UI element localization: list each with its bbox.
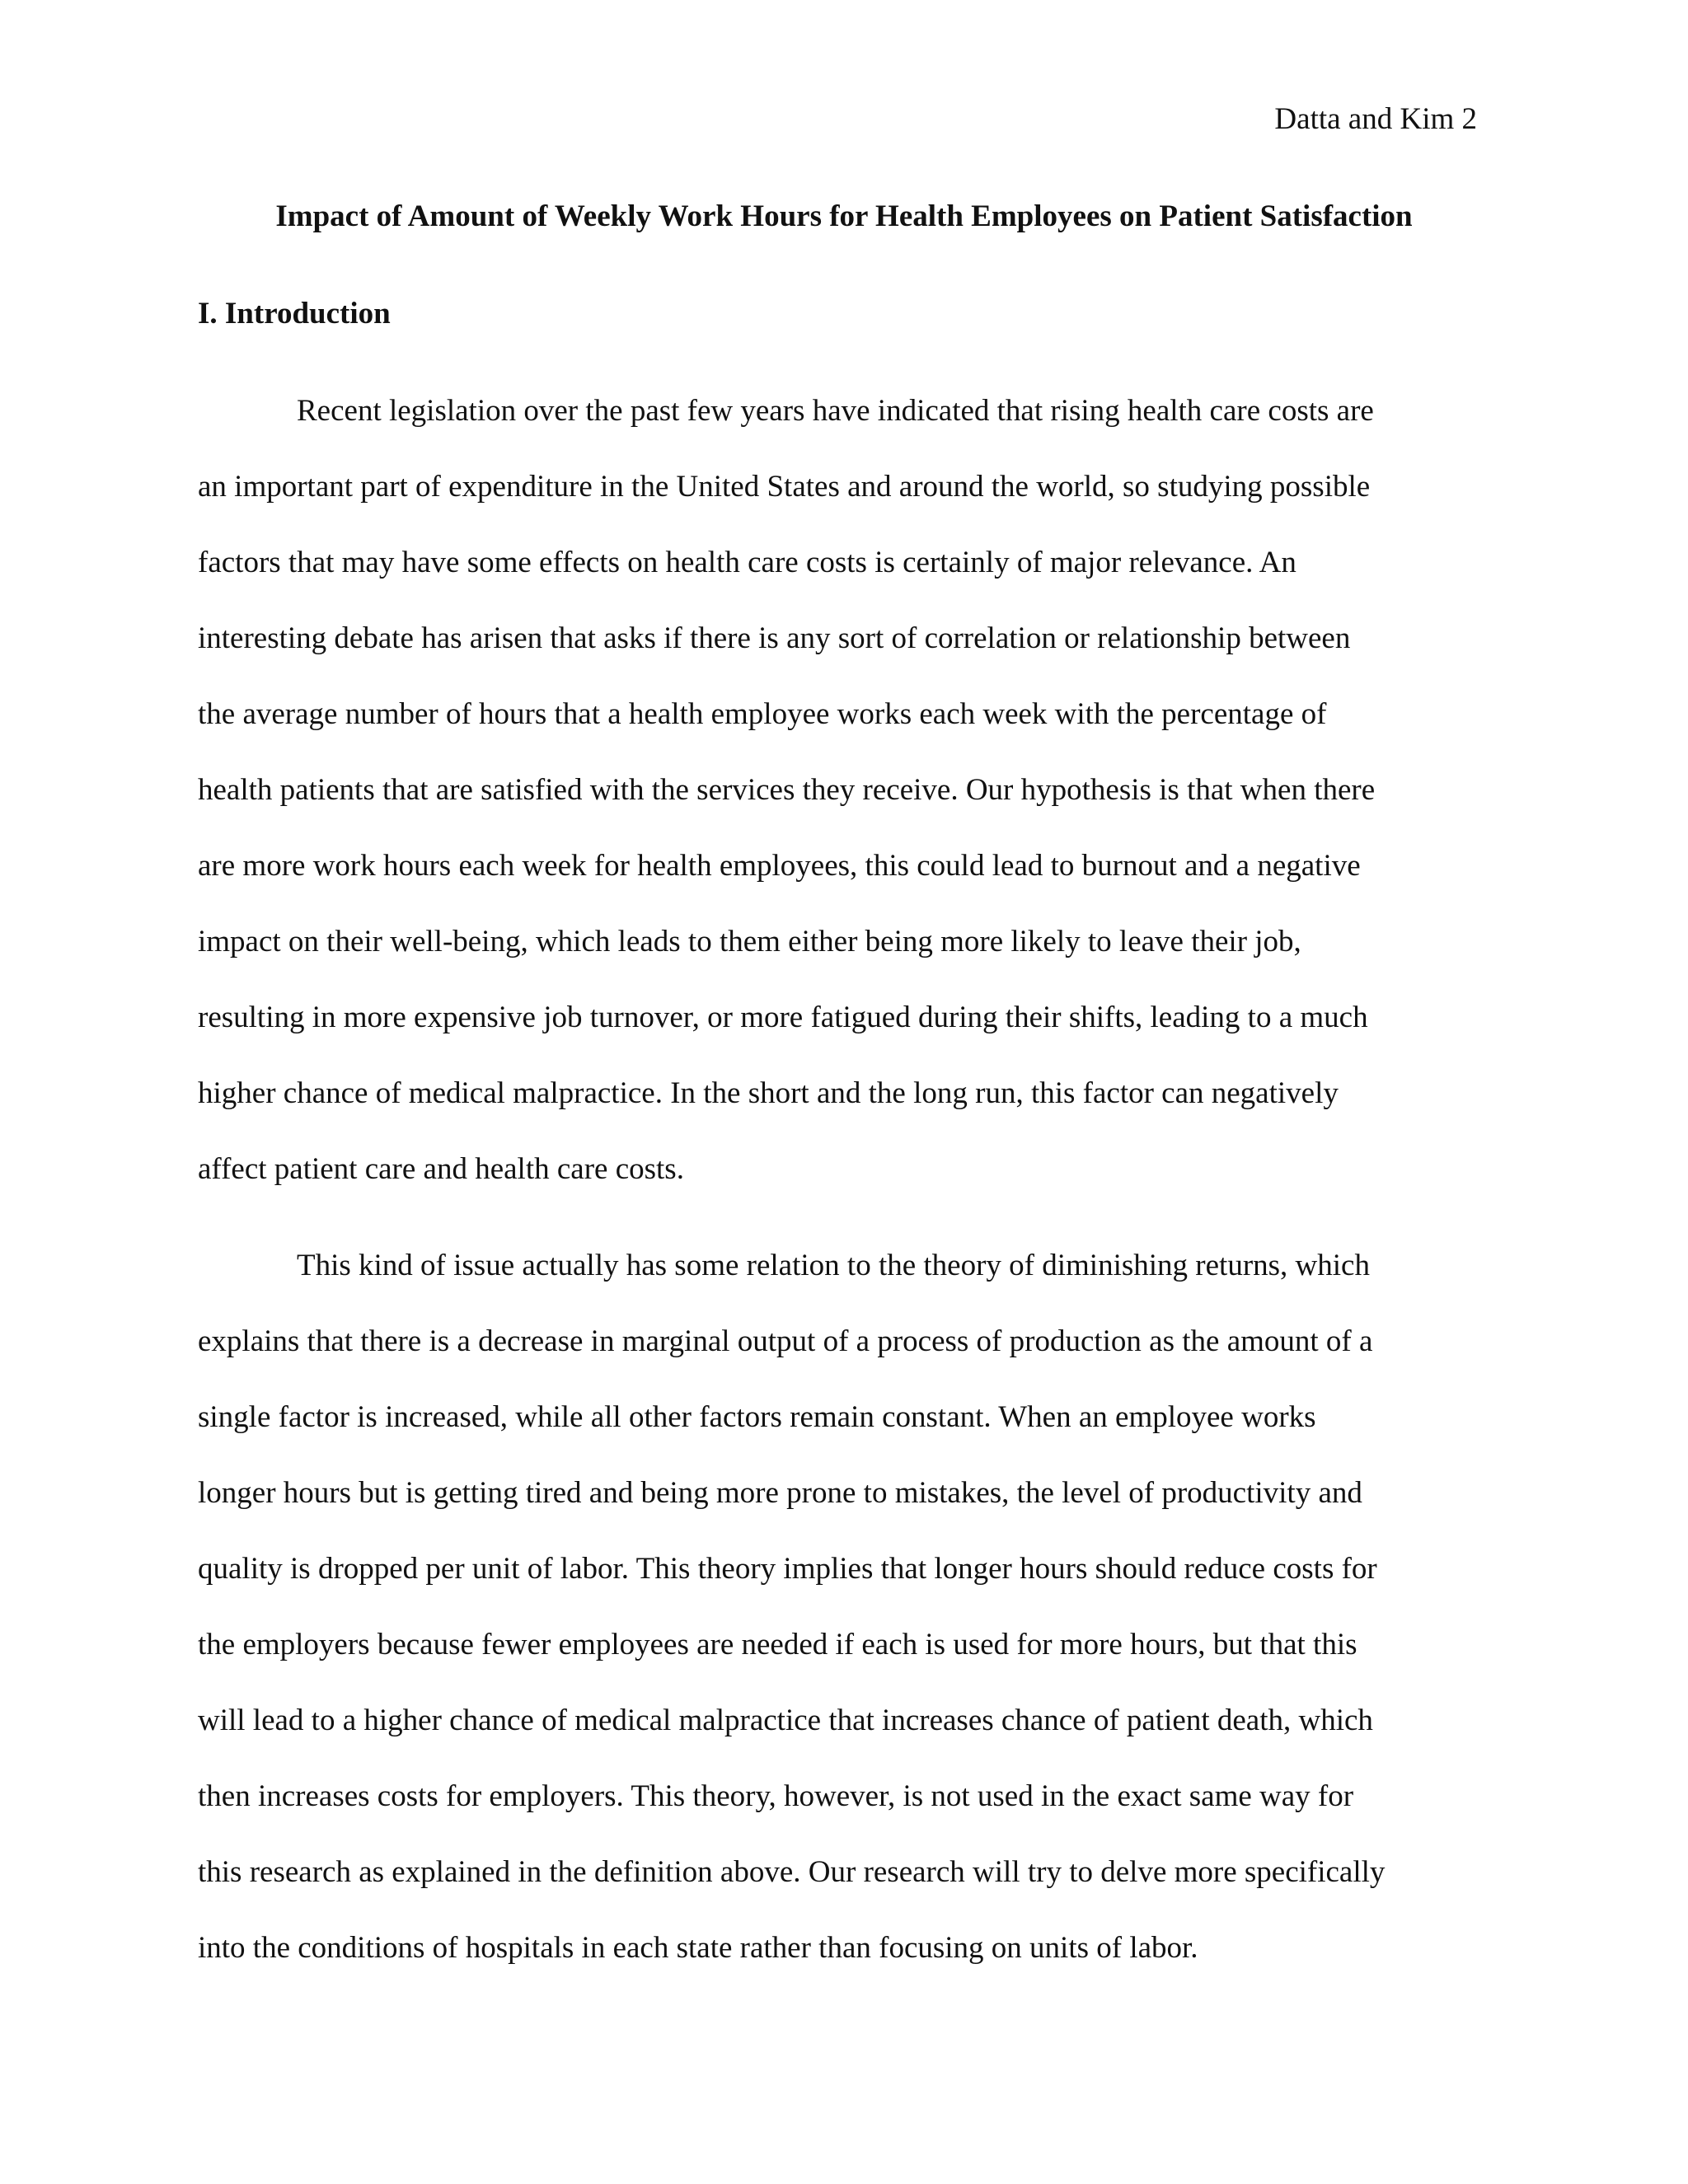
paragraph-line: the employers because fewer employees are needed if each is used for more hours, but that this xyxy=(198,1628,1357,1661)
paper-title: Impact of Amount of Weekly Work Hours for Health Employees on Patient Satisfaction xyxy=(275,199,1413,233)
paragraph-line: factors that may have some effects on health care costs is certainly of major relevance. An xyxy=(198,546,1296,579)
paragraph-1 xyxy=(198,389,1517,1223)
section-heading-introduction: I. Introduction xyxy=(198,297,391,330)
paragraph-line: are more work hours each week for health employees, this could lead to burnout and a negative xyxy=(198,849,1361,883)
paragraph-2 xyxy=(198,1244,1517,2002)
paragraph-line: higher chance of medical malpractice. In the short and the long run, this factor can negatively xyxy=(198,1076,1339,1110)
paragraph-line: explains that there is a decrease in marginal output of a process of production as the amount of a xyxy=(198,1324,1373,1358)
paragraph-line: then increases costs for employers. This theory, however, is not used in the exact same way for xyxy=(198,1779,1354,1813)
paragraph-line: the average number of hours that a health employee works each week with the percentage of xyxy=(198,697,1327,731)
running-head: Datta and Kim 2 xyxy=(1274,102,1477,136)
paragraph-line: single factor is increased, while all other factors remain constant. When an employee works xyxy=(198,1400,1316,1434)
paragraph-line: an important part of expenditure in the United States and around the world, so studying possible xyxy=(198,470,1371,504)
paragraph-line: into the conditions of hospitals in each state rather than focusing on units of labor. xyxy=(198,1931,1198,1965)
paragraph-line: this research as explained in the definition above. Our research will try to delve more specifically xyxy=(198,1855,1386,1889)
paragraph-line: resulting in more expensive job turnover, or more fatigued during their shifts, leading to a much xyxy=(198,1001,1368,1034)
paragraph-line: longer hours but is getting tired and being more prone to mistakes, the level of productivity and xyxy=(198,1476,1362,1510)
paragraph-line: interesting debate has arisen that asks if there is any sort of correlation or relationship between xyxy=(198,621,1351,655)
paragraph-line: will lead to a higher chance of medical malpractice that increases chance of patient death, which xyxy=(198,1704,1373,1737)
paragraph-line: quality is dropped per unit of labor. This theory implies that longer hours should reduce costs for xyxy=(198,1552,1377,1586)
paragraph-line: affect patient care and health care costs. xyxy=(198,1152,684,1186)
paragraph-line: impact on their well-being, which leads to them either being more likely to leave their job, xyxy=(198,925,1301,958)
paragraph-line: Recent legislation over the past few years have indicated that rising health care costs are xyxy=(297,394,1374,428)
paragraph-line: health patients that are satisfied with the services they receive. Our hypothesis is that when there xyxy=(198,773,1376,807)
paragraph-line: This kind of issue actually has some relation to the theory of diminishing returns, which xyxy=(297,1249,1370,1282)
